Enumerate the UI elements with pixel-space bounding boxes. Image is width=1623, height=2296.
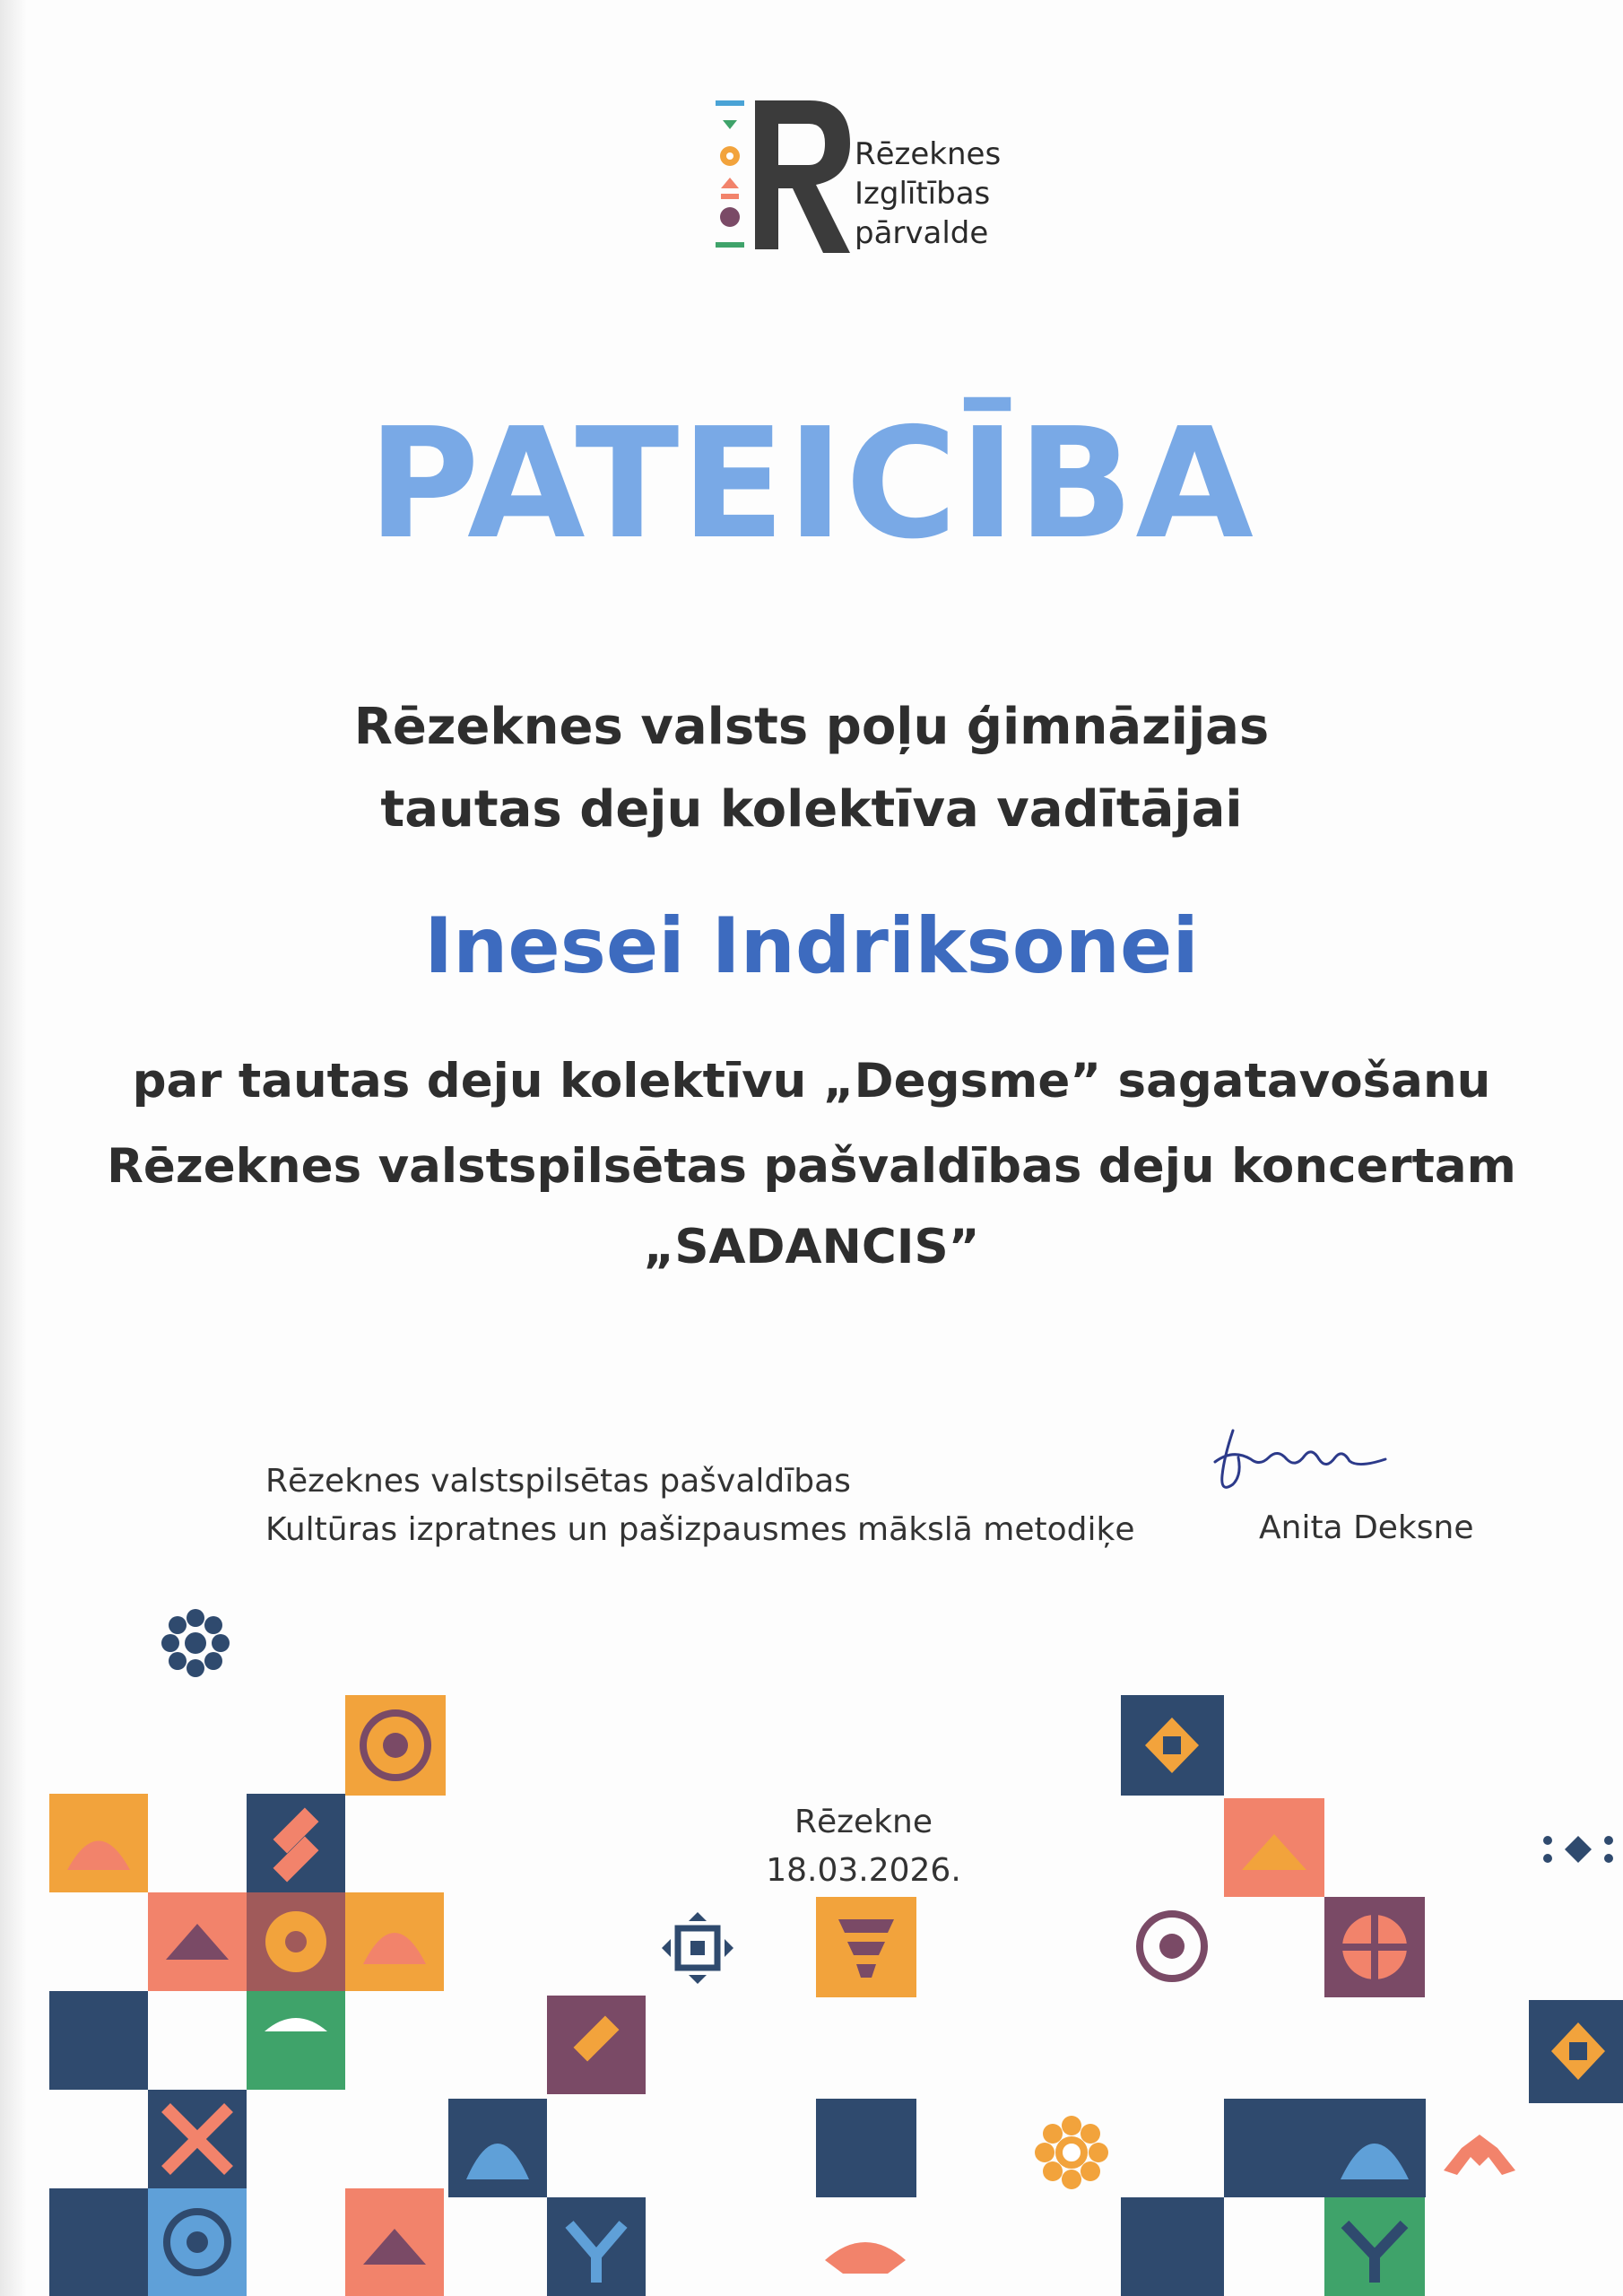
recipient-role: tautas deju kolektīva vadītājai bbox=[380, 780, 1243, 839]
recipient-school: Rēzeknes valsts poļu ģimnāzijas bbox=[353, 698, 1270, 756]
dots-ornament-icon bbox=[1543, 1836, 1613, 1863]
signatory-org-line-1: Rēzeknes valstspilsētas pašvaldības bbox=[265, 1463, 851, 1500]
signatory-name: Anita Deksne bbox=[1259, 1509, 1474, 1546]
place: Rēzekne bbox=[794, 1804, 933, 1840]
logo-line-3: pārvalde bbox=[855, 215, 989, 251]
handwritten-signature bbox=[1206, 1422, 1403, 1502]
reason-line-3: „SADANCIS” bbox=[643, 1220, 980, 1274]
recipient-name: Inesei Indriksonei bbox=[424, 901, 1199, 991]
reason-line-2: Rēzeknes valstspilsētas pašvaldības deju koncertam bbox=[107, 1139, 1516, 1194]
ring-ornament-icon bbox=[1140, 1914, 1204, 1979]
orange-flower-icon bbox=[1035, 2116, 1108, 2189]
certificate-title: PATEICĪBA bbox=[368, 396, 1255, 573]
date: 18.03.2026. bbox=[766, 1852, 961, 1889]
decorative-pattern bbox=[0, 1578, 1623, 2296]
signatory-title bbox=[265, 1457, 1135, 1554]
flower-ornament-icon bbox=[161, 1609, 230, 1677]
logo-text bbox=[855, 135, 1001, 253]
diamond-ornament-icon bbox=[662, 1912, 733, 1984]
logo-line-2: Izglītības bbox=[855, 176, 991, 212]
reason-line-1: par tautas deju kolektīvu „Degsme” sagatavošanu bbox=[132, 1054, 1491, 1109]
logo-line-1: Rēzeknes bbox=[855, 136, 1002, 172]
signatory-org-line-2: Kultūras izpratnes un pašizpausmes mākslā metodiķe bbox=[265, 1511, 1135, 1548]
